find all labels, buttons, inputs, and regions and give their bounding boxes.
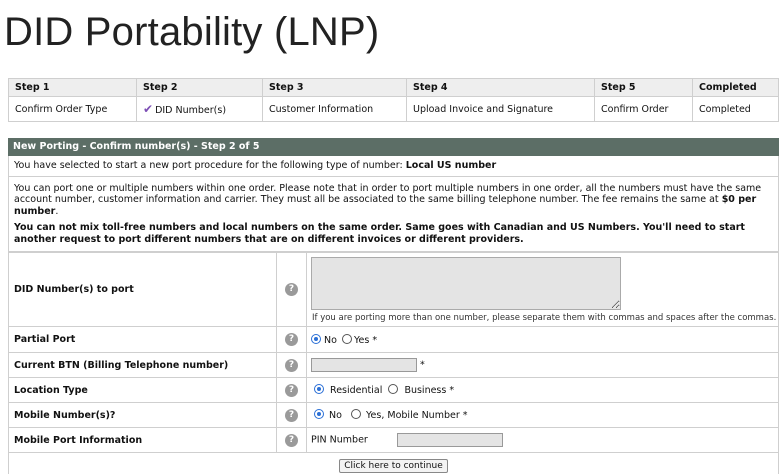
help-icon[interactable]: ?	[285, 333, 298, 346]
help-icon[interactable]: ?	[285, 283, 298, 296]
info-notice	[8, 177, 779, 253]
row-partial-port	[9, 327, 779, 353]
steps-value-row	[9, 97, 779, 122]
residential-radio[interactable]	[314, 384, 324, 394]
partial-port-no-radio[interactable]	[311, 334, 321, 344]
partial-port-label: Partial Port	[9, 327, 277, 353]
page-title: DID Portability (LNP)	[4, 10, 380, 54]
selected-type-value: Local US number	[405, 160, 497, 171]
did-numbers-textarea[interactable]	[311, 257, 621, 310]
business-label: Business	[404, 385, 447, 396]
info-text: You can port one or multiple numbers within one order. Please note that in order to port multiple numbers in one order, all the numbers must have the same account number, customer information and carrier. They must all be associated to the same billing telephone number. The fee remains the same at	[14, 182, 762, 205]
step-header-4: Step 4	[407, 79, 595, 97]
fee-suffix: .	[55, 205, 59, 217]
row-current-btn	[9, 353, 779, 378]
required-mark: *	[372, 334, 378, 346]
step-value-4: Upload Invoice and Signature	[407, 97, 595, 122]
help-icon[interactable]: ?	[285, 434, 298, 447]
progress-steps	[8, 78, 779, 122]
business-radio[interactable]	[388, 384, 398, 394]
mobile-yes-radio[interactable]	[351, 409, 361, 419]
help-icon[interactable]: ?	[285, 359, 298, 372]
checkmark-icon: ✔	[143, 102, 154, 116]
step-header-2: Step 2	[137, 79, 263, 97]
current-btn-label: Current BTN (Billing Telephone number)	[9, 353, 277, 378]
step-header-3: Step 3	[263, 79, 407, 97]
steps-header-row	[9, 79, 779, 97]
porting-form-panel	[8, 138, 779, 474]
current-btn-input[interactable]	[311, 358, 417, 372]
required-mark: *	[449, 385, 455, 396]
step-value-2-label: DID Number(s)	[155, 105, 227, 116]
mobile-port-label: Mobile Port Information	[9, 428, 277, 453]
submit-row	[8, 453, 779, 474]
required-mark: *	[420, 359, 425, 371]
partial-port-yes-radio[interactable]	[342, 334, 352, 344]
help-icon[interactable]: ?	[285, 384, 298, 397]
pin-number-label: PIN Number	[311, 434, 368, 446]
did-numbers-hint: If you are porting more than one number, please separate them with commas and spaces after the commas.	[312, 313, 777, 323]
mobile-no-radio[interactable]	[314, 409, 324, 419]
selected-type-prefix: You have selected to start a new port procedure for the following type of number:	[14, 160, 403, 171]
did-numbers-label: DID Number(s) to port	[9, 253, 277, 327]
required-mark: *	[462, 410, 468, 421]
step-header-5: Step 5	[595, 79, 693, 97]
porting-form	[8, 252, 779, 453]
fee-value: $0 per number	[14, 194, 757, 217]
panel-header: New Porting - Confirm number(s) - Step 2 of 5	[8, 138, 779, 156]
step-value-completed: Completed	[693, 97, 779, 122]
partial-port-no-label: No	[324, 334, 337, 346]
warning-text: You can not mix toll-free numbers and local numbers on the same order. Same goes with Canadian and US Numbers. You'll need to start another request to port different numbers that are on different invoices or different providers.	[14, 222, 745, 245]
step-value-5: Confirm Order	[595, 97, 693, 122]
partial-port-yes-label: Yes	[353, 334, 370, 346]
step-value-3: Customer Information	[263, 97, 407, 122]
step-header-completed: Completed	[693, 79, 779, 97]
pin-number-input[interactable]	[397, 433, 503, 447]
step-header-1: Step 1	[9, 79, 137, 97]
step-value-1: Confirm Order Type	[9, 97, 137, 122]
step-value-2	[137, 97, 263, 122]
location-type-label: Location Type	[9, 378, 277, 403]
help-icon[interactable]: ?	[285, 409, 298, 422]
info-paragraph	[14, 183, 773, 218]
selected-type-notice	[8, 156, 779, 177]
residential-label: Residential	[330, 385, 383, 396]
mobile-no-label: No	[329, 410, 342, 421]
mobile-yes-label: Yes, Mobile Number	[366, 410, 460, 421]
row-mobile-numbers	[9, 403, 779, 428]
row-location-type	[9, 378, 779, 403]
mobile-numbers-label: Mobile Number(s)?	[9, 403, 277, 428]
row-mobile-port	[9, 428, 779, 453]
row-did-numbers	[9, 253, 779, 327]
continue-button[interactable]: Click here to continue	[339, 459, 447, 473]
